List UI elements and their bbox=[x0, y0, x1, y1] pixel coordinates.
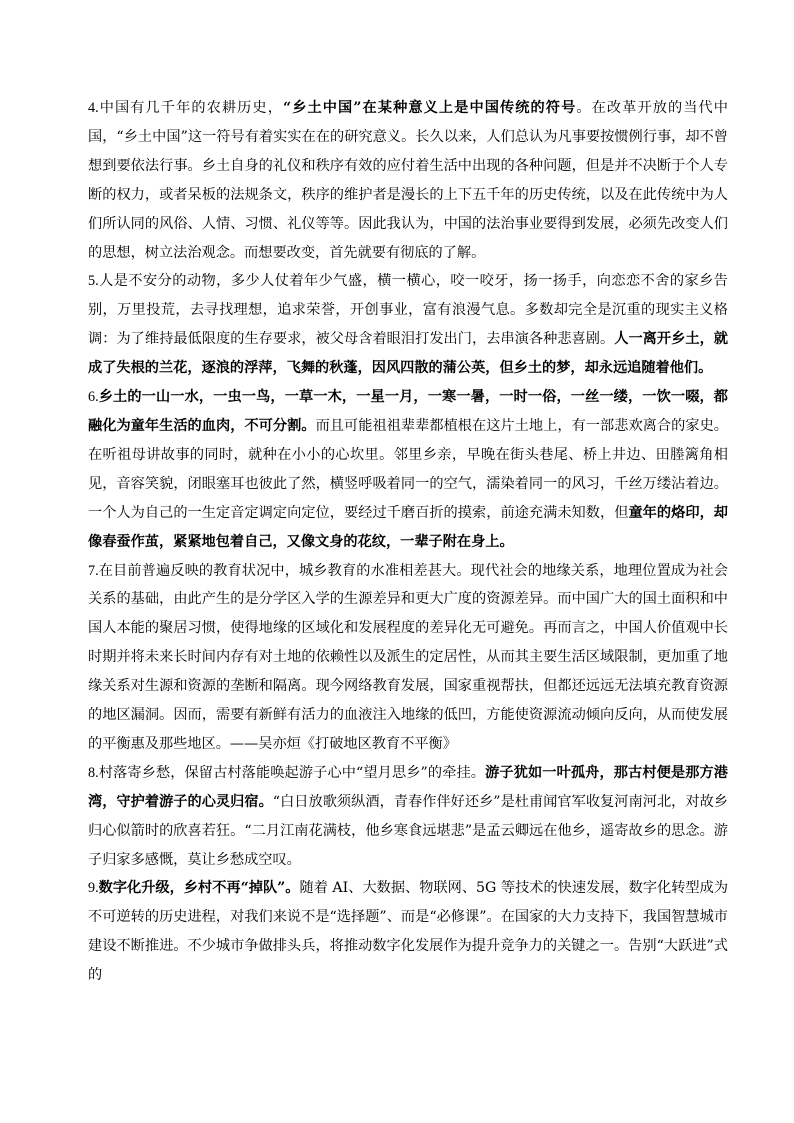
bold-text-segment: 乡土的一山一水，一虫一鸟，一草一木，一星一月，一寒一暑，一时一俗，一丝一缕，一饮一啜，都融化为童年生活的血肉，不可分割。 bbox=[88, 389, 728, 434]
bold-text-segment: 游子犹如一叶孤舟，那古村便是那方港湾，守护着游子的心灵归宿。 bbox=[88, 764, 728, 810]
text-segment: “白日放歌须纵酒，青春作伴好还乡”是杜甫闻官军收复河南河北，对故乡归心似箭时的欣喜若狂。“二月江南花满枝，他乡寒食远堪悲”是孟云卿远在他乡，遥寄故乡的思念。游子归家多感慨，莫让乡愁成空叹。 bbox=[88, 793, 728, 868]
paragraph-number: 4. bbox=[88, 100, 99, 116]
text-segment: 。在改革开放的当代中国，“乡土中国”这一符号有着实实在在的研究意义。长久以来，人们总认为凡事要按惯例行事，却不曾想到要依法行事。乡土自身的礼仪和秩序有效的应付着生活中出现的各种问题，但是并不决断于个人专断的权力，或者呆板的法规条文，秩序的维护者是漫长的上下五千年的历史传统，以及在此传统中为人们所认同的风俗、人情、习惯、礼仪等等。因此我认为，中国的法治事业要得到发展，必须先改变人们的思想，树立法治观念。而想要改变，首先就要有彻底的了解。 bbox=[88, 100, 728, 261]
paragraph-9 bbox=[88, 874, 728, 990]
paragraph-5 bbox=[88, 267, 728, 383]
text-segment: 村落寄乡愁，保留古村落能唤起游子心中“望月思乡”的牵挂。 bbox=[98, 764, 486, 781]
paragraph-7 bbox=[88, 557, 728, 759]
paragraph-number: 9. bbox=[88, 880, 99, 897]
text-segment: 中国有几千年的农耕历史， bbox=[98, 100, 283, 116]
paragraph-6 bbox=[88, 383, 728, 556]
paragraph-4 bbox=[88, 94, 728, 267]
paragraph-number: 6. bbox=[88, 389, 99, 406]
bold-text-segment: 童年的烙印，却像春蚕作茧，紧紧地包着自己，又像文身的花纹，一辈子附在身上。 bbox=[88, 504, 728, 550]
text-segment: 而且可能祖祖辈辈都植根在这片土地上，有一部悲欢离合的家史。在听祖母讲故事的同时，就种在小小的心坎里。邻里乡亲，早晚在街头巷尾、桥上井边、田塍篱角相见，音容笑貌，闭眼塞耳也彼此了然，横竖呼吸着同一的空气，濡染着同一的风习，千丝万缕沾着边。一个人为自己的一生定音定调定向定位，要经过千磨百折的摸索，前途充满未知数，但 bbox=[88, 417, 728, 521]
paragraph-8 bbox=[88, 759, 728, 875]
paragraph-number: 7. bbox=[88, 562, 99, 579]
paragraph-number: 5. bbox=[88, 273, 99, 290]
bold-text-segment: “乡土中国”在某种意义上是中国传统的符号 bbox=[282, 100, 577, 116]
bold-text-segment: 数字化升级，乡村不再“掉队”。 bbox=[98, 880, 300, 897]
paragraph-number: 8. bbox=[88, 764, 99, 781]
document-body bbox=[88, 94, 728, 990]
text-segment: 在目前普遍反映的教育状况中，城乡教育的水准相差甚大。现代社会的地缘关系，地理位置成为社会关系的基础，由此产生的是分学区入学的生源差异和更大广度的资源差异。而中国广大的国土面积和中国人本能的聚居习惯，使得地缘的区域化和发展程度的差异化无可避免。再而言之，中国人价值观中长时期并将未来长时间内存有对土地的依赖性以及派生的定居性，从而其主要生活区域限制，更加重了地缘关系对生源和资源的垄断和隔离。现今网络教育发展，国家重视帮扶，但都还远远无法填充教育资源的地区漏洞。因而，需要有新鲜有活力的血液注入地缘的低凹，方能使资源流动倾向反向，从而使发展的平衡惠及那些地区。——吴亦烜《打破地区教育不平衡》 bbox=[88, 562, 728, 752]
bold-text-segment: 人一离开乡土，就成了失根的兰花，逐浪的浮萍，飞舞的秋蓬，因风四散的蒲公英，但乡土的梦，却永远追随着他们。 bbox=[88, 331, 728, 377]
text-segment: 随着 AI、大数据、物联网、5G 等技术的快速发展，数字化转型成为不可逆转的历史进程，对我们来说不是“选择题”、而是“必修课”。在国家的大力支持下，我国智慧城市建设不断推进。不少城市争做排头兵，将推动数字化发展作为提升竞争力的关键之一。告别“大跃进”式的 bbox=[88, 880, 729, 984]
text-segment: 人是不安分的动物，多少人仗着年少气盛，横一横心，咬一咬牙，扬一扬手，向恋恋不舍的家乡告别，万里投荒，去寻找理想，追求荣誉，开创事业，富有浪漫气息。多数却完全是沉重的现实主义格调：为了维持最低限度的生存要求，被父母含着眼泪打发出门，去串演各种悲喜剧。 bbox=[88, 273, 728, 348]
